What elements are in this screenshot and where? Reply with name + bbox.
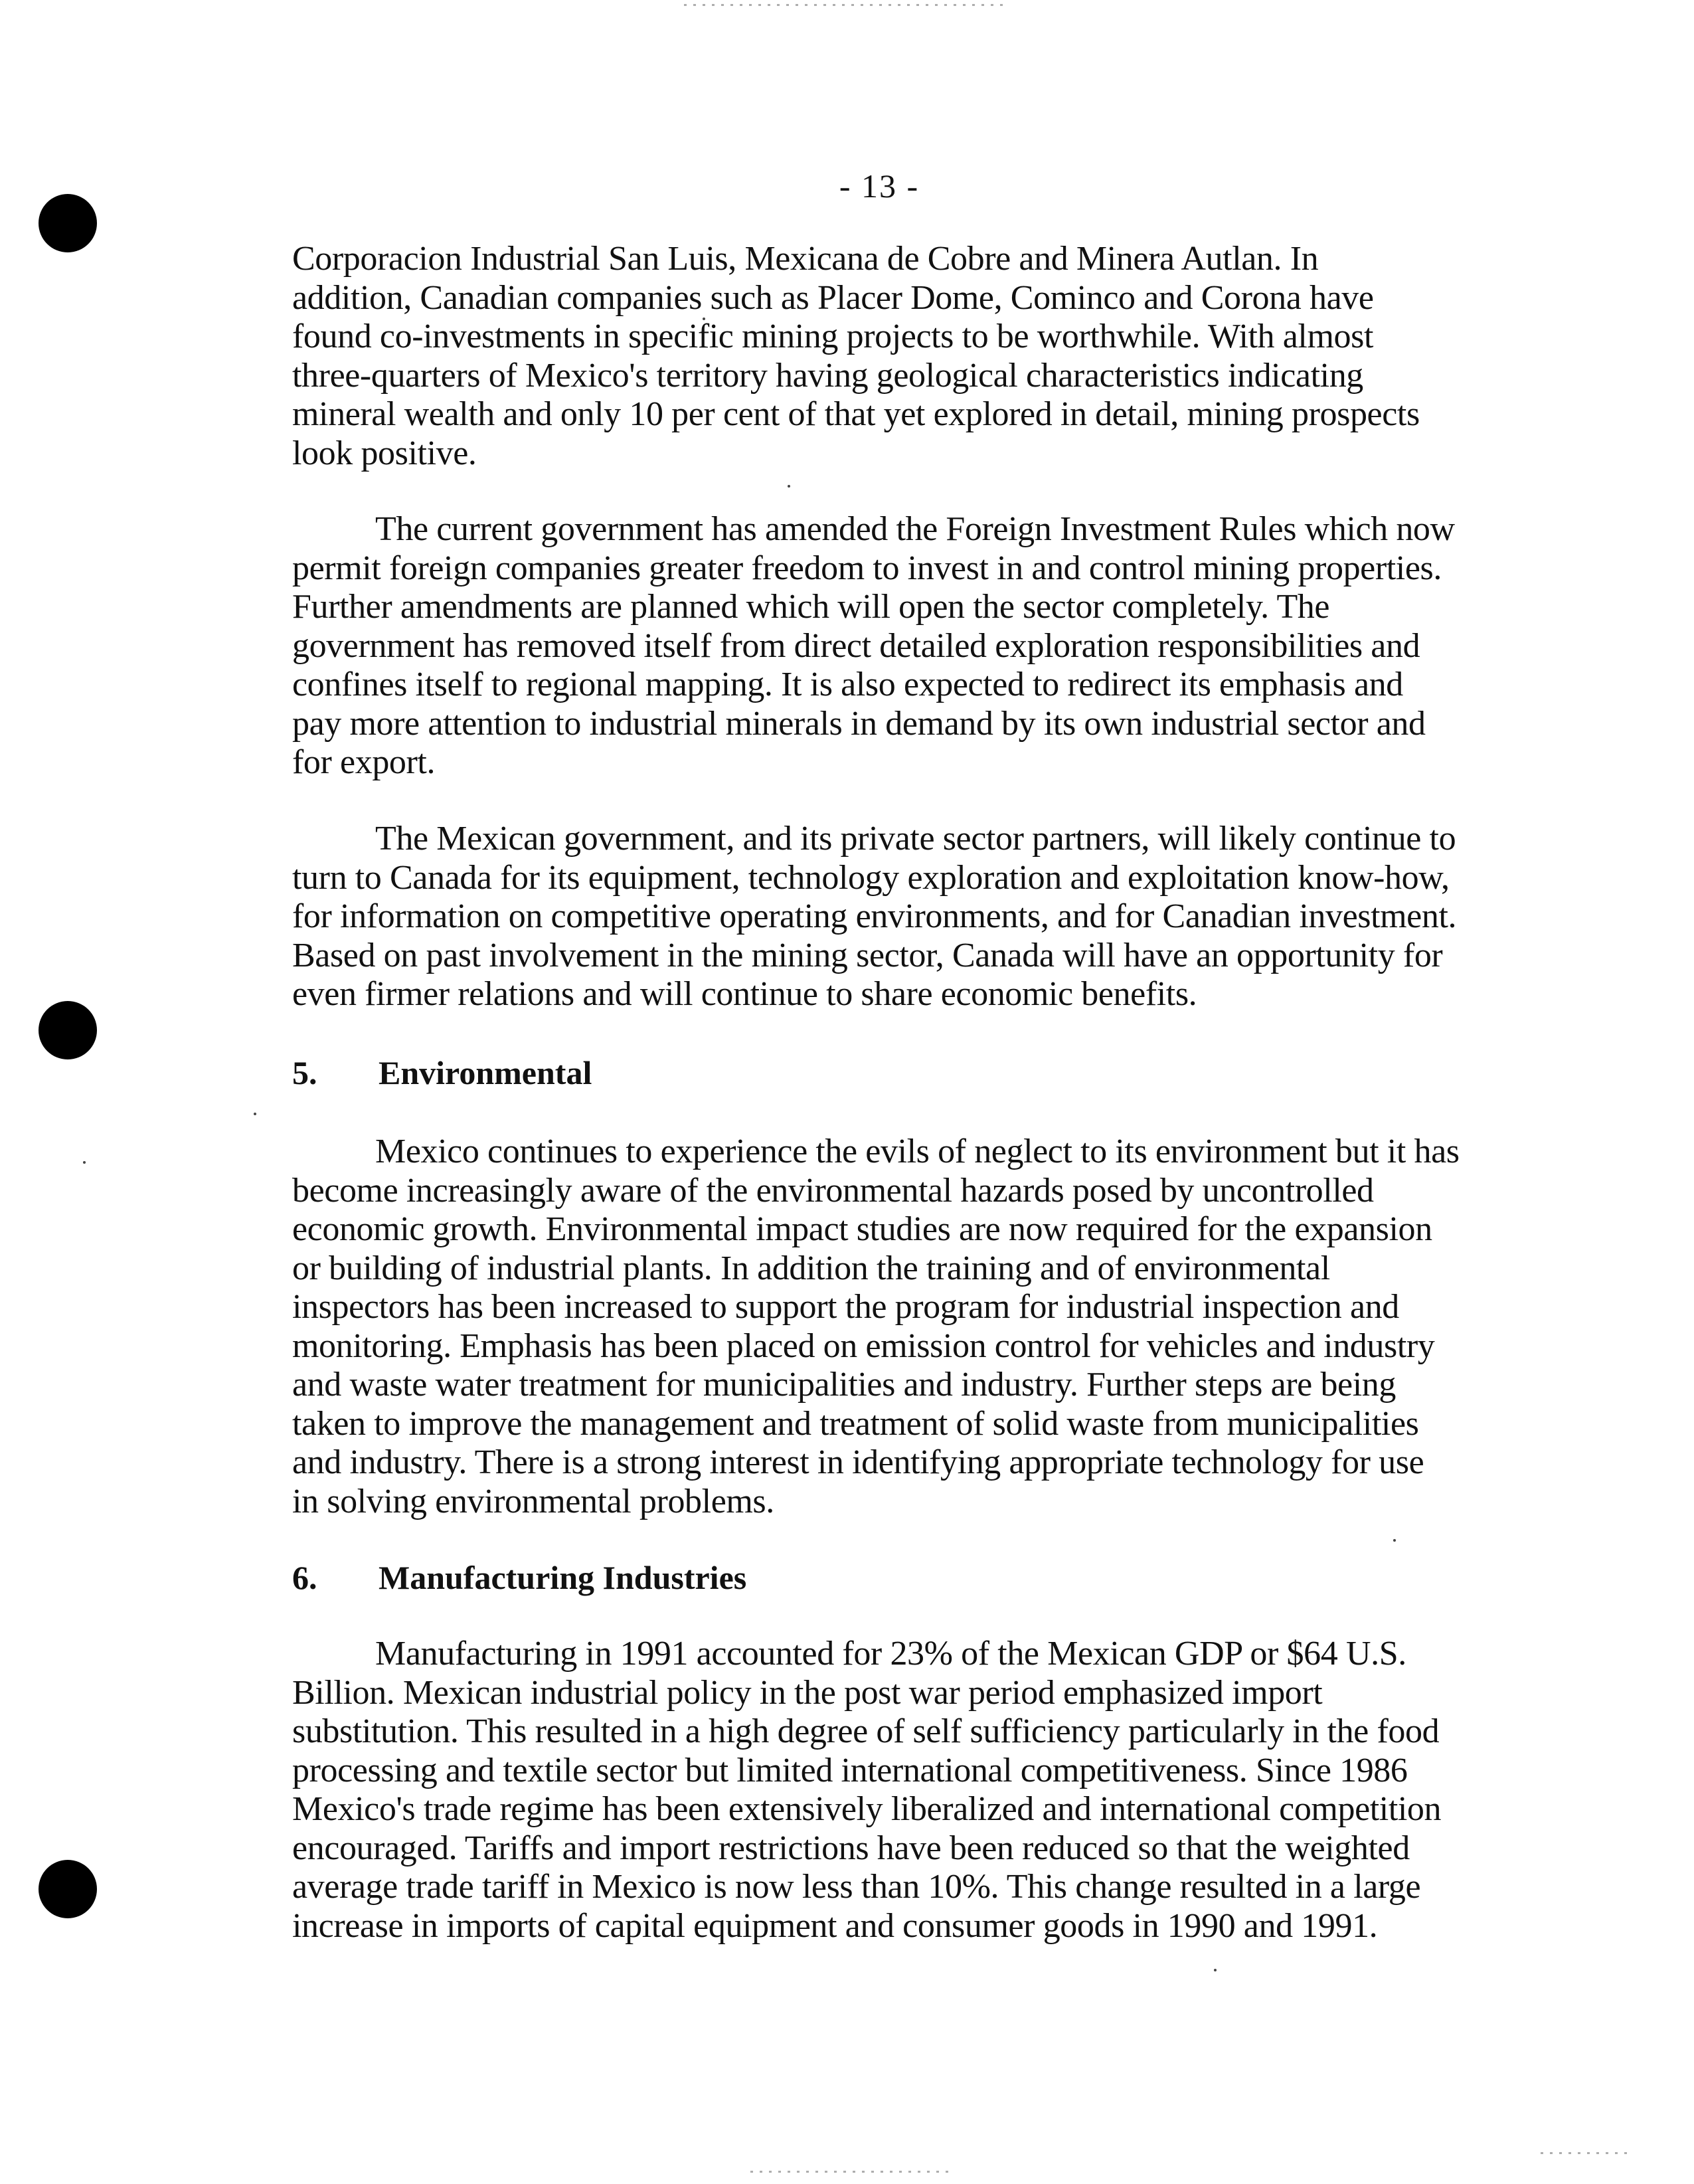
section-title: Environmental: [379, 1054, 592, 1091]
text-line: The current government has amended the Foreign Investment Rules which now: [375, 510, 1455, 548]
text-line: Corporacion Industrial San Luis, Mexicana de Cobre and Minera Autlan. In: [292, 240, 1319, 278]
text-line: pay more attention to industrial minerals in demand by its own industrial sector and: [292, 704, 1426, 743]
punch-hole-bottom: [39, 1860, 97, 1918]
text-line: found co-investments in specific mining projects to be worthwhile. With almost: [292, 318, 1374, 355]
text-line: three-quarters of Mexico's territory having geological characteristics indicating: [292, 356, 1363, 395]
text-line: encouraged. Tariffs and import restrictions have been reduced so that the weighted: [292, 1829, 1410, 1867]
text-line: processing and textile sector but limited international competitiveness. Since 1986: [292, 1751, 1408, 1789]
text-line: Mexico's trade regime has been extensively liberalized and international competition: [292, 1790, 1442, 1828]
text-line: The Mexican government, and its private sector partners, will likely continue to: [375, 820, 1456, 858]
text-line: even firmer relations and will continue to share economic benefits.: [292, 975, 1197, 1013]
punch-hole-middle: [39, 1001, 97, 1059]
text-line: Further amendments are planned which will open the sector completely. The: [292, 588, 1330, 626]
scan-speck: [788, 485, 790, 488]
text-line: turn to Canada for its equipment, technology exploration and exploitation know-how,: [292, 858, 1450, 897]
text-line: mineral wealth and only 10 per cent of that yet explored in detail, mining prospects: [292, 395, 1420, 433]
scan-noise-bottom: [750, 2171, 950, 2173]
scan-noise-top: [684, 4, 1003, 6]
text-line: and waste water treatment for municipalities and industry. Further steps are being: [292, 1366, 1396, 1404]
scan-speck: [1393, 1539, 1396, 1542]
text-line: in solving environmental problems.: [292, 1482, 774, 1520]
paragraph-environment: [292, 1133, 1554, 1521]
text-line: taken to improve the management and treatment of solid waste from municipalities: [292, 1404, 1419, 1443]
text-line: permit foreign companies greater freedom to invest in and control mining properties.: [292, 549, 1442, 587]
paragraph-canada-relations: [292, 820, 1554, 1014]
text-line: increase in imports of capital equipment and consumer goods in 1990 and 1991.: [292, 1906, 1378, 1945]
section-heading-environmental: [292, 1053, 592, 1093]
text-line: government has removed itself from direct detailed exploration responsibilities and: [292, 626, 1420, 665]
scan-noise-bottom-right: [1541, 2152, 1634, 2154]
text-line: Billion. Mexican industrial policy in the post war period emphasized import: [292, 1673, 1323, 1712]
punch-hole-top: [39, 194, 97, 252]
text-line: average trade tariff in Mexico is now less than 10%. This change resulted in a large: [292, 1868, 1421, 1906]
scan-speck: [254, 1113, 256, 1115]
paragraph-manufacturing: [292, 1635, 1554, 1946]
text-line: confines itself to regional mapping. It is also expected to redirect its emphasis and: [292, 666, 1403, 703]
section-heading-manufacturing: [292, 1558, 746, 1597]
text-line: for export.: [292, 743, 436, 781]
text-line: monitoring. Emphasis has been placed on emission control for vehicles and industry: [292, 1326, 1435, 1365]
text-line: Manufacturing in 1991 accounted for 23% of the Mexican GDP or $64 U.S.: [375, 1635, 1406, 1673]
text-line: inspectors has been increased to support the program for industrial inspection and: [292, 1288, 1399, 1326]
page-number: - 13 -: [839, 167, 920, 205]
text-line: or building of industrial plants. In addition the training and of environmental: [292, 1249, 1330, 1287]
text-line: economic growth. Environmental impact studies are now required for the expansion: [292, 1210, 1432, 1248]
text-line: addition, Canadian companies such as Placer Dome, Cominco and Corona have: [292, 278, 1374, 317]
paragraph-mining-companies: [292, 240, 1554, 473]
text-line: and industry. There is a strong interest in identifying appropriate technology for use: [292, 1443, 1424, 1481]
scan-speck: [1214, 1969, 1217, 1971]
section-title: Manufacturing Industries: [379, 1559, 747, 1596]
section-number: 6.: [292, 1559, 317, 1596]
text-line: for information on competitive operating environments, and for Canadian investment.: [292, 897, 1457, 935]
text-line: look positive.: [292, 434, 477, 472]
text-line: substitution. This resulted in a high degree of self sufficiency particularly in the food: [292, 1712, 1440, 1750]
text-line: become increasingly aware of the environmental hazards posed by uncontrolled: [292, 1171, 1374, 1210]
text-line: Based on past involvement in the mining sector, Canada will have an opportunity for: [292, 936, 1443, 974]
paragraph-foreign-investment: [292, 510, 1554, 782]
text-line: Mexico continues to experience the evils of neglect to its environment but it has: [375, 1133, 1460, 1170]
section-number: 5.: [292, 1054, 317, 1091]
scan-speck: [83, 1161, 86, 1164]
